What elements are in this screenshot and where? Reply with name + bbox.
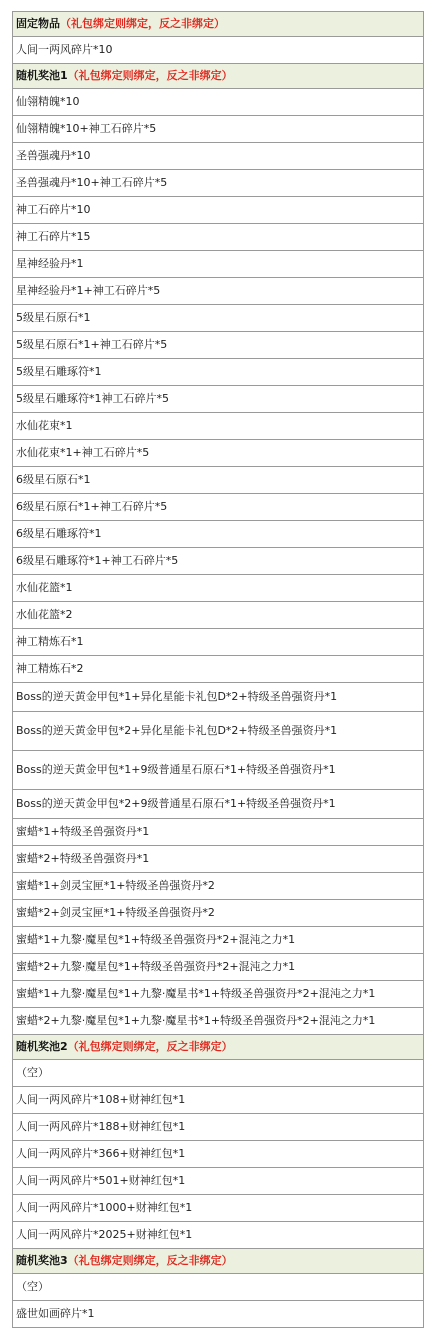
- table-row: [13, 1114, 424, 1141]
- item-cell: 仙翎精魄*10: [13, 89, 424, 116]
- table-row: [13, 1195, 424, 1222]
- section-header-cell: [13, 64, 424, 89]
- item-cell: 神工石碎片*10: [13, 197, 424, 224]
- item-cell: （空）: [13, 1060, 424, 1087]
- section-header-cell: [13, 12, 424, 37]
- table-row: [13, 981, 424, 1008]
- table-row: [13, 1008, 424, 1035]
- section-title: 随机奖池2: [16, 1040, 68, 1053]
- table-row: [13, 927, 424, 954]
- table-row: [13, 712, 424, 751]
- table-row: [13, 197, 424, 224]
- table-row: [13, 494, 424, 521]
- table-row: [13, 629, 424, 656]
- table-row: [13, 873, 424, 900]
- table-row: [13, 305, 424, 332]
- item-cell: 蜜蜡*2+九黎·魔星包*1+特级圣兽强资丹*2+混沌之力*1: [13, 954, 424, 981]
- table-row: [13, 413, 424, 440]
- bind-note: （礼包绑定则绑定，反之非绑定）: [67, 69, 233, 82]
- item-cell: 仙翎精魄*10+神工石碎片*5: [13, 116, 424, 143]
- section-title: 随机奖池3: [16, 1254, 68, 1267]
- table-row: [13, 846, 424, 873]
- item-cell: 蜜蜡*1+特级圣兽强资丹*1: [13, 819, 424, 846]
- table-row: [13, 170, 424, 197]
- item-cell: 5级星石原石*1: [13, 305, 424, 332]
- table-row: [13, 1301, 424, 1328]
- section-header-pool-2: [13, 1035, 424, 1060]
- item-cell: 6级星石原石*1+神工石碎片*5: [13, 494, 424, 521]
- item-cell: 蜜蜡*2+特级圣兽强资丹*1: [13, 846, 424, 873]
- section-header-pool-1: [13, 64, 424, 89]
- item-cell: 蜜蜡*1+剑灵宝匣*1+特级圣兽强资丹*2: [13, 873, 424, 900]
- item-cell: Boss的逆天黄金甲包*1+9级普通星石原石*1+特级圣兽强资丹*1: [13, 751, 424, 790]
- table-row: [13, 386, 424, 413]
- item-cell: 水仙花篮*2: [13, 602, 424, 629]
- bind-note: （礼包绑定则绑定，反之非绑定）: [67, 1040, 233, 1053]
- table-row: [13, 440, 424, 467]
- item-cell: 5级星石雕琢符*1神工石碎片*5: [13, 386, 424, 413]
- item-cell: 蜜蜡*2+九黎·魔星包*1+九黎·魔星书*1+特级圣兽强资丹*2+混沌之力*1: [13, 1008, 424, 1035]
- table-row: [13, 1168, 424, 1195]
- table-row: [13, 548, 424, 575]
- table-row: [13, 1060, 424, 1087]
- table-row: [13, 683, 424, 712]
- table-row: [13, 1087, 424, 1114]
- table-row: [13, 224, 424, 251]
- table-row: [13, 954, 424, 981]
- table-row: [13, 143, 424, 170]
- section-header-cell: [13, 1035, 424, 1060]
- table-row: [13, 656, 424, 683]
- item-cell: 神工精炼石*2: [13, 656, 424, 683]
- table-row: [13, 467, 424, 494]
- section-header-pool-3: [13, 1249, 424, 1274]
- table-row: [13, 819, 424, 846]
- item-cell: 神工精炼石*1: [13, 629, 424, 656]
- reward-table: [12, 11, 424, 1328]
- item-cell: 6级星石原石*1: [13, 467, 424, 494]
- table-row: [13, 359, 424, 386]
- table-row: [13, 278, 424, 305]
- item-cell: 5级星石原石*1+神工石碎片*5: [13, 332, 424, 359]
- table-row: [13, 1274, 424, 1301]
- item-cell: 5级星石雕琢符*1: [13, 359, 424, 386]
- item-cell: （空）: [13, 1274, 424, 1301]
- section-title: 固定物品: [16, 17, 60, 30]
- item-cell: 人间一两风碎片*188+财神红包*1: [13, 1114, 424, 1141]
- table-row: [13, 251, 424, 278]
- item-cell: 人间一两风碎片*10: [13, 37, 424, 64]
- item-cell: Boss的逆天黄金甲包*1+异化星能卡礼包D*2+特级圣兽强资丹*1: [13, 683, 424, 712]
- item-cell: 水仙花束*1+神工石碎片*5: [13, 440, 424, 467]
- item-cell: 水仙花篮*1: [13, 575, 424, 602]
- table-row: [13, 602, 424, 629]
- item-cell: 星神经验丹*1+神工石碎片*5: [13, 278, 424, 305]
- table-row: [13, 751, 424, 790]
- item-cell: 盛世如画碎片*1: [13, 1301, 424, 1328]
- item-cell: 人间一两风碎片*501+财神红包*1: [13, 1168, 424, 1195]
- item-cell: 6级星石雕琢符*1: [13, 521, 424, 548]
- table-row: [13, 332, 424, 359]
- table-row: [13, 89, 424, 116]
- section-title: 随机奖池1: [16, 69, 68, 82]
- section-header-fixed: [13, 12, 424, 37]
- item-cell: 星神经验丹*1: [13, 251, 424, 278]
- item-cell: 圣兽强魂丹*10+神工石碎片*5: [13, 170, 424, 197]
- item-cell: Boss的逆天黄金甲包*2+9级普通星石原石*1+特级圣兽强资丹*1: [13, 790, 424, 819]
- item-cell: Boss的逆天黄金甲包*2+异化星能卡礼包D*2+特级圣兽强资丹*1: [13, 712, 424, 751]
- item-cell: 圣兽强魂丹*10: [13, 143, 424, 170]
- item-cell: 神工石碎片*15: [13, 224, 424, 251]
- item-cell: 蜜蜡*1+九黎·魔星包*1+特级圣兽强资丹*2+混沌之力*1: [13, 927, 424, 954]
- item-cell: 人间一两风碎片*2025+财神红包*1: [13, 1222, 424, 1249]
- item-cell: 水仙花束*1: [13, 413, 424, 440]
- item-cell: 人间一两风碎片*108+财神红包*1: [13, 1087, 424, 1114]
- table-row: [13, 1222, 424, 1249]
- table-row: [13, 900, 424, 927]
- table-row: [13, 1141, 424, 1168]
- section-header-cell: [13, 1249, 424, 1274]
- item-cell: 蜜蜡*1+九黎·魔星包*1+九黎·魔星书*1+特级圣兽强资丹*2+混沌之力*1: [13, 981, 424, 1008]
- table-row: [13, 790, 424, 819]
- item-cell: 蜜蜡*2+剑灵宝匣*1+特级圣兽强资丹*2: [13, 900, 424, 927]
- table-row: [13, 521, 424, 548]
- table-row: [13, 575, 424, 602]
- item-cell: 人间一两风碎片*1000+财神红包*1: [13, 1195, 424, 1222]
- item-cell: 6级星石雕琢符*1+神工石碎片*5: [13, 548, 424, 575]
- table-row: [13, 37, 424, 64]
- bind-note: （礼包绑定则绑定，反之非绑定）: [67, 1254, 233, 1267]
- bind-note: （礼包绑定则绑定，反之非绑定）: [60, 17, 225, 30]
- item-cell: 人间一两风碎片*366+财神红包*1: [13, 1141, 424, 1168]
- table-row: [13, 116, 424, 143]
